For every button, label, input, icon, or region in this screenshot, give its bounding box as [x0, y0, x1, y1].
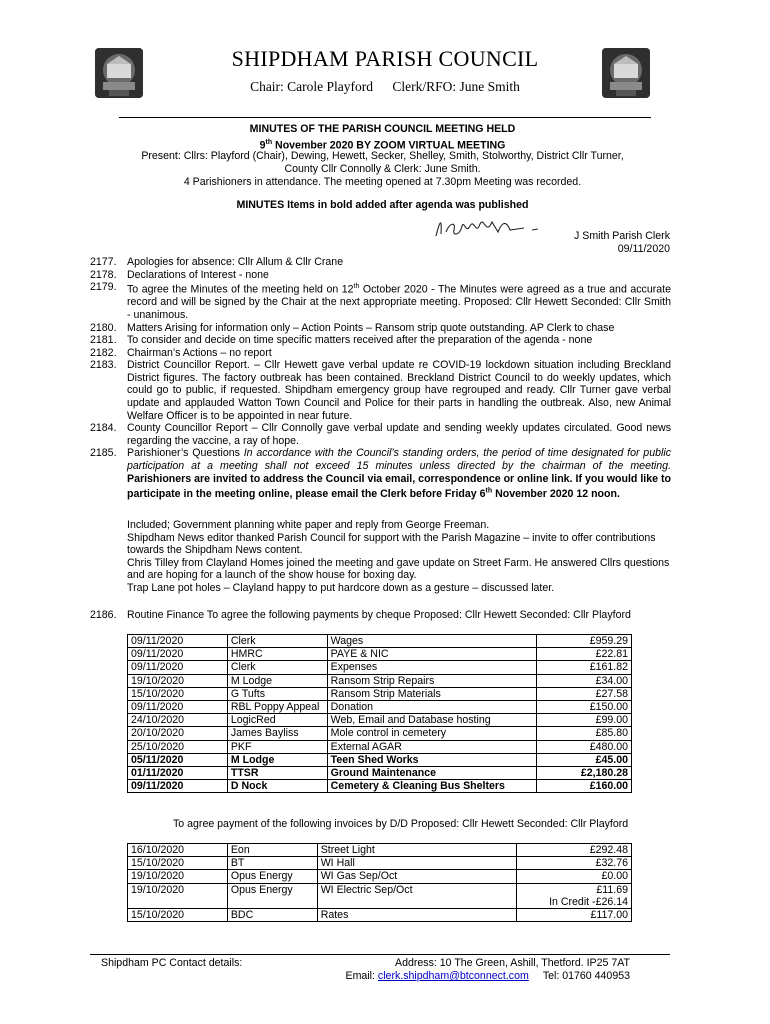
cell-date: 16/10/2020 — [128, 844, 228, 857]
list-item: 2184. County Councillor Report – Cllr Connolly gave verbal update and sending weekly updates circulated. Good news regarding the vaccine, a ray of hope. — [90, 422, 671, 447]
list-item: 2181. To consider and decide on time specific matters received after the preparation of the agenda - none — [90, 334, 593, 347]
cell-date: 20/10/2020 — [128, 727, 228, 740]
cell-date: 19/10/2020 — [128, 870, 228, 883]
list-item: 2179. To agree the Minutes of the meeting held on 12th October 2020 - The Minutes were agreed as a true and accurate record and will be signed by the Chair at the next appropriate meeting. Proposed: Cllr Hewett Seconded: Cllr Smith - unanimous. — [90, 281, 671, 321]
cell-desc: Street Light — [317, 844, 517, 857]
list-item: 2183. District Councillor Report. – Cllr Hewett gave verbal update re COVID-19 lockdown situation including Breckland District figures. The factory outbreak has been contained. Breckland District Council to do weekly updates, which could go to public, if requested. Shipdham emergency group have regrouped and ready. Cllr Turner gave verbal update and applauded Watton Town Council and Police for their parts in handling the outbreak. Also, new Animal Welfare Officer is to be appointed in near future. — [90, 359, 671, 422]
cell-payee: LogicRed — [227, 714, 327, 727]
cell-desc: Mole control in cemetery — [327, 727, 536, 740]
list-item: 2186. Routine Finance To agree the following payments by cheque Proposed: Cllr Hewett Seconded: Cllr Playford — [90, 609, 631, 621]
page-title: SHIPDHAM PARISH COUNCIL — [231, 46, 539, 71]
cell-date: 09/11/2020 — [128, 780, 228, 793]
table-row — [128, 883, 632, 908]
cell-date: 09/11/2020 — [128, 701, 228, 714]
cell-date: 15/10/2020 — [128, 857, 228, 870]
minutes-items — [90, 256, 671, 500]
cell-amount: £959.29 — [537, 635, 632, 648]
cell-date: 15/10/2020 — [128, 687, 228, 700]
cell-payee: James Bayliss — [227, 727, 327, 740]
footer-divider — [90, 954, 670, 955]
list-item: 2177. Apologies for absence: Cllr Allum & Cllr Crane — [90, 256, 344, 268]
cell-amount: £2,180.28 — [537, 767, 632, 780]
signature-image — [432, 214, 542, 245]
cell-desc: External AGAR — [327, 740, 536, 753]
cell-payee: BDC — [227, 909, 317, 922]
table-row — [128, 753, 632, 766]
note-text: Included; Government planning white paper and reply from George Freeman. — [127, 519, 490, 531]
minutes-note: MINUTES Items in bold added after agenda was published — [236, 199, 529, 211]
cell-date: 24/10/2020 — [128, 714, 228, 727]
table-row — [128, 909, 632, 922]
cell-payee: Clerk — [227, 635, 327, 648]
officers-line — [0, 79, 770, 95]
cell-amount: £160.00 — [537, 780, 632, 793]
cell-desc: Ground Maintenance — [327, 767, 536, 780]
cell-amount: £34.00 — [537, 674, 632, 687]
list-item: 2180. Matters Arising for information only – Action Points – Ransom strip quote outstanding. AP Clerk to chase — [90, 321, 615, 334]
header-divider — [119, 117, 651, 118]
list-item: 2178. Declarations of Interest - none — [90, 268, 269, 281]
cell-payee: D Nock — [227, 780, 327, 793]
clerk-signature-name: J Smith Parish Clerk — [574, 230, 670, 242]
footer-tel: Tel: 01760 440953 — [542, 970, 630, 982]
cell-payee: G Tufts — [227, 687, 327, 700]
cell-amount: £480.00 — [537, 740, 632, 753]
attendance-line: 4 Parishioners in attendance. The meeting opened at 7.30pm Meeting was recorded. — [183, 176, 582, 188]
footer-contact — [300, 970, 630, 982]
cell-desc: Teen Shed Works — [327, 753, 536, 766]
cell-date: 19/10/2020 — [128, 883, 228, 908]
table-row — [128, 635, 632, 648]
email-link[interactable]: clerk.shipdham@btconnect.com — [377, 970, 529, 982]
note-text: Trap Lane pot holes – Clayland happy to put hardcore down as a gesture – discussed later. — [127, 581, 555, 594]
cell-payee: M Lodge — [227, 753, 327, 766]
cell-date: 09/11/2020 — [128, 648, 228, 661]
table-row — [128, 714, 632, 727]
present-line-2: County Cllr Connolly & Clerk: June Smith. — [284, 163, 481, 175]
table-row — [128, 780, 632, 793]
cell-date: 09/11/2020 — [128, 661, 228, 674]
cell-desc: WI Electric Sep/Oct — [317, 883, 517, 908]
table-row — [128, 767, 632, 780]
payments-table — [127, 634, 632, 793]
meeting-date: 9th November 2020 BY ZOOM VIRTUAL MEETING — [259, 139, 506, 152]
parishioner-notes — [127, 519, 672, 595]
table-row — [128, 727, 632, 740]
table-row — [128, 870, 632, 883]
cell-desc: Wages — [327, 635, 536, 648]
cell-desc: WI Gas Sep/Oct — [317, 870, 517, 883]
cell-payee: RBL Poppy Appeal — [227, 701, 327, 714]
note-text: Chris Tilley from Clayland Homes joined the meeting and gave update on Street Farm. He answered Cllrs questions and are hoping for a launch of the show house for boxing day. — [127, 556, 670, 582]
cell-amount: £117.00 — [517, 909, 632, 922]
cell-date: 09/11/2020 — [128, 635, 228, 648]
cell-payee: TTSR — [227, 767, 327, 780]
cell-payee: HMRC — [227, 648, 327, 661]
clerk-signature-date: 09/11/2020 — [617, 243, 670, 255]
cell-payee: Eon — [227, 844, 317, 857]
cell-payee: M Lodge — [227, 674, 327, 687]
cell-date: 25/10/2020 — [128, 740, 228, 753]
list-item: 2182. Chairman’s Actions – no report — [90, 346, 272, 359]
credit-note: In Credit -£26.14 — [549, 895, 628, 908]
cell-desc: Donation — [327, 701, 536, 714]
footer-address: Address: 10 The Green, Ashill, Thetford. IP25 7AT — [395, 957, 630, 969]
table-row — [128, 701, 632, 714]
cell-amount: £32.76 — [517, 857, 632, 870]
list-item: 2185. Parishioner’s Questions In accordance with the Council’s standing orders, the period of time designated for public participation at a meeting shall not exceed 15 minutes unless directed by the chairman of the meeting. Parishioners are invited to address the Council via email, correspondence or online link. If you would like to participate in the meeting online, please email the Clerk before Friday 6th November 2020 12 noon. — [90, 447, 671, 500]
cell-amount: £45.00 — [537, 753, 632, 766]
present-line-1: Present: Cllrs: Playford (Chair), Dewing, Hewett, Secker, Shelley, Smith, Stolworthy, District Cllr Turner, — [141, 150, 624, 162]
table-row — [128, 740, 632, 753]
cell-payee: PKF — [227, 740, 327, 753]
cell-date: 19/10/2020 — [128, 674, 228, 687]
cell-amount: £27.58 — [537, 687, 632, 700]
cell-desc: Cemetery & Cleaning Bus Shelters — [327, 780, 536, 793]
cell-payee: BT — [227, 857, 317, 870]
cell-desc: Expenses — [327, 661, 536, 674]
cell-desc: Rates — [317, 909, 517, 922]
cell-amount: £150.00 — [537, 701, 632, 714]
cell-payee: Opus Energy — [227, 870, 317, 883]
cell-amount: £11.69 In Credit -£26.14 — [517, 883, 632, 908]
cell-desc: WI Hall — [317, 857, 517, 870]
cell-amount: £99.00 — [537, 714, 632, 727]
table-row — [128, 661, 632, 674]
dd-intro: To agree payment of the following invoices by D/D Proposed: Cllr Hewett Seconded: Cllr Playford — [173, 818, 629, 830]
cell-payee: Opus Energy — [227, 883, 317, 908]
chair-name: Chair: Carole Playford — [250, 79, 374, 94]
minutes-title: MINUTES OF THE PARISH COUNCIL MEETING HELD — [249, 123, 516, 135]
table-row — [128, 648, 632, 661]
cell-desc: Web, Email and Database hosting — [327, 714, 536, 727]
cell-date: 01/11/2020 — [128, 767, 228, 780]
cell-desc: Ransom Strip Materials — [327, 687, 536, 700]
cell-amount: £0.00 — [517, 870, 632, 883]
cell-desc: Ransom Strip Repairs — [327, 674, 536, 687]
table-row — [128, 687, 632, 700]
table-row — [128, 857, 632, 870]
cell-amount: £22.81 — [537, 648, 632, 661]
note-text: Shipdham News editor thanked Parish Council for support with the Parish Magazine – invite to offer contributions towards the Shipdham News content. — [127, 531, 656, 557]
direct-debit-table — [127, 843, 632, 922]
email-label: Email: — [345, 970, 378, 982]
cell-amount: £161.82 — [537, 661, 632, 674]
table-row — [128, 674, 632, 687]
clerk-name: Clerk/RFO: June Smith — [392, 79, 520, 94]
cell-date: 15/10/2020 — [128, 909, 228, 922]
cell-desc: PAYE & NIC — [327, 648, 536, 661]
cell-payee: Clerk — [227, 661, 327, 674]
cell-amount: £85.80 — [537, 727, 632, 740]
cell-amount: £292.48 — [517, 844, 632, 857]
footer-label: Shipdham PC Contact details: — [101, 957, 243, 969]
cell-date: 05/11/2020 — [128, 753, 228, 766]
table-row — [128, 844, 632, 857]
